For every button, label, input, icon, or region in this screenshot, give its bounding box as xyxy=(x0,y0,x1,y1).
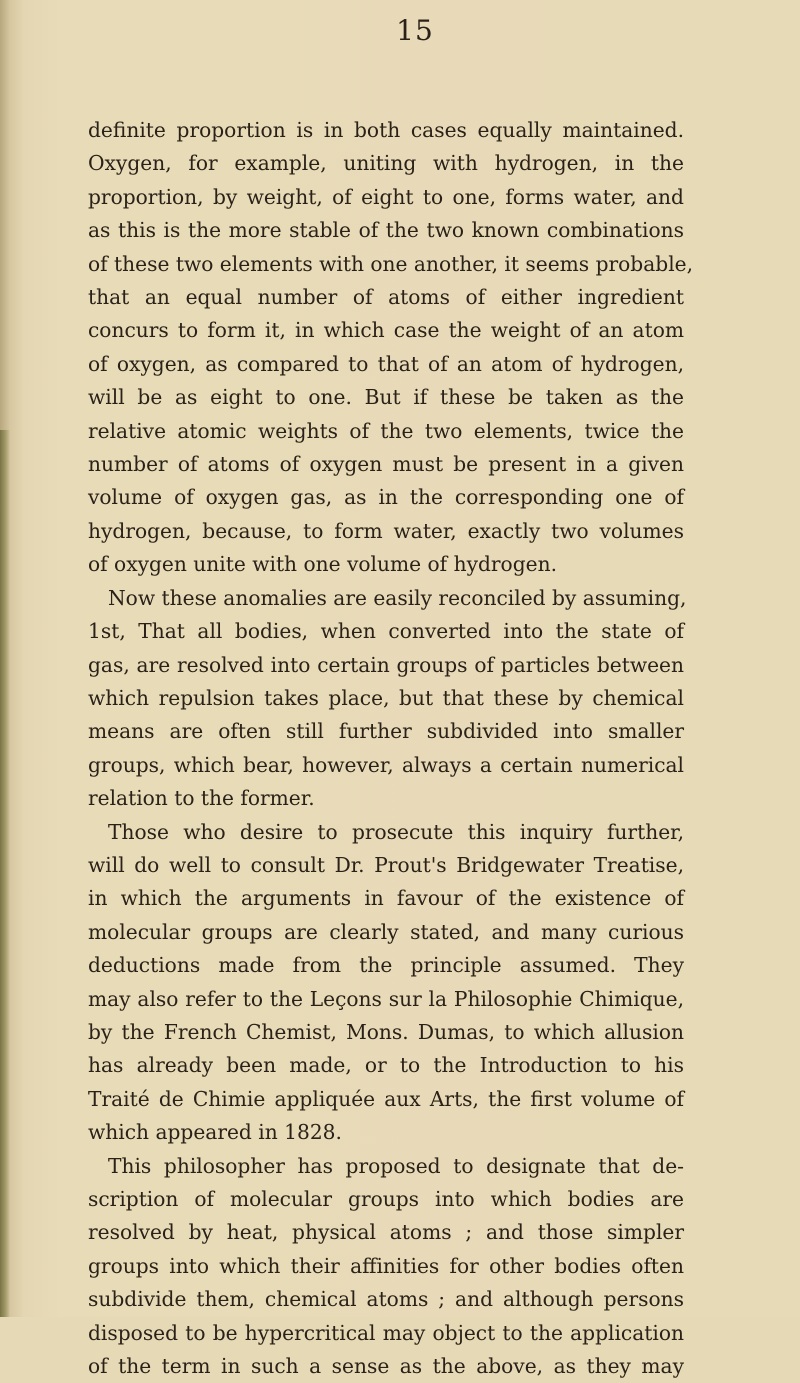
text-line: disposed to be hypercritical may object to the application xyxy=(88,1320,684,1345)
text-line: as this is the more stable of the two known combinations xyxy=(88,218,684,243)
text-line: molecular groups are clearly stated, and many curious xyxy=(88,919,684,944)
text-line: has already been made, or to the Introduction to his xyxy=(88,1053,684,1078)
text-line: groups, which bear, however, always a certain numerical xyxy=(88,752,684,777)
text-line: by the French Chemist, Mons. Dumas, to which allusion xyxy=(88,1019,684,1044)
text-line: in which the arguments in favour of the existence of xyxy=(88,886,684,911)
text-line: of these two elements with one another, it seems probable, xyxy=(88,251,694,276)
text-line: number of atoms of oxygen must be present in a given xyxy=(88,452,684,477)
text-line: of oxygen, as compared to that of an atom of hydrogen, xyxy=(88,351,684,376)
text-line: means are often still further subdivided into smaller xyxy=(88,719,684,744)
text-line: will be as eight to one. But if these be taken as the xyxy=(88,385,684,410)
text-line: of oxygen unite with one volume of hydrogen. xyxy=(88,552,557,577)
text-line: that an equal number of atoms of either ingredient xyxy=(88,285,684,310)
binding-gutter-shadow xyxy=(0,430,10,1317)
text-line: definite proportion is in both cases equally maintained. xyxy=(88,118,684,142)
text-line: gas, are resolved into certain groups of particles between xyxy=(88,652,684,677)
text-line: groups into which their affinities for other bodies often xyxy=(88,1253,684,1278)
text-line: relative atomic weights of the two elements, twice the xyxy=(88,418,684,443)
text-line: may also refer to the Leçons sur la Philosophie Chimique, xyxy=(88,986,684,1011)
text-line: which appeared in 1828. xyxy=(88,1120,342,1145)
text-line: This philosopher has proposed to designate that de- xyxy=(108,1153,684,1178)
text-line: of the term in such a sense as the above, as they may xyxy=(88,1354,684,1379)
text-line: Now these anomalies are easily reconciled by assuming, xyxy=(108,585,687,610)
text-line: subdivide them, chemical atoms ; and although persons xyxy=(88,1287,684,1312)
text-line: Those who desire to prosecute this inquiry further, xyxy=(108,819,684,844)
text-line: 1st, That all bodies, when converted into the state of xyxy=(88,619,684,644)
text-line: which repulsion takes place, but that these by chemical xyxy=(88,685,684,710)
text-line: scription of molecular groups into which bodies are xyxy=(88,1187,684,1211)
text-line: hydrogen, because, to form water, exactly two volumes xyxy=(88,518,684,543)
body-text xyxy=(88,114,694,1383)
text-line: concurs to form it, in which case the weight of an atom xyxy=(88,318,684,343)
text-line: resolved by heat, physical atoms ; and those simpler xyxy=(88,1220,684,1245)
text-line: Oxygen, for example, uniting with hydrogen, in the xyxy=(88,151,684,176)
text-line: proportion, by weight, of eight to one, forms water, and xyxy=(88,184,684,209)
text-line: volume of oxygen gas, as in the corresponding one of xyxy=(88,485,684,510)
text-line: deductions made from the principle assumed. They xyxy=(88,953,684,978)
text-line: will do well to consult Dr. Prout's Bridgewater Treatise, xyxy=(88,852,684,877)
text-line: Traité de Chimie appliquée aux Arts, the first volume of xyxy=(88,1086,684,1111)
page-number: 15 xyxy=(396,14,434,47)
text-line: relation to the former. xyxy=(88,786,315,811)
